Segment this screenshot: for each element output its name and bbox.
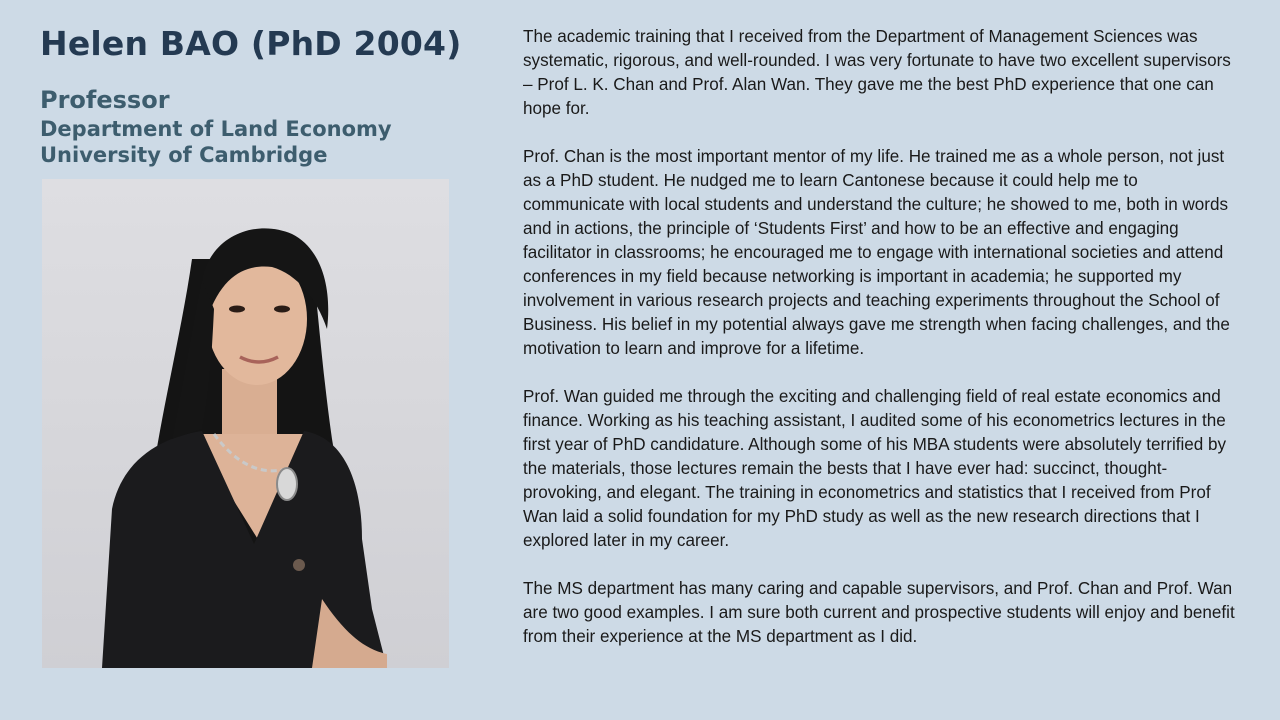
bio-text [523, 25, 1243, 649]
portrait-illustration [42, 179, 449, 668]
profile-name: Helen BAO (PhD 2004) [40, 24, 462, 63]
bio-paragraph: The MS department has many caring and capable supervisors, and Prof. Chan and Prof. Wan are two good examples. I am sure both current and prospective students will enjoy and benefit from their experience at the MS department as I did. [523, 579, 1235, 646]
bio-paragraph: Prof. Wan guided me through the exciting and challenging field of real estate economics and finance. Working as his teaching assistant, I audited some of his econometrics lectures in the first year of PhD candidature. Although some of his MBA students were absolutely terrified by the materials, those lectures remain the bests that I have ever had: succinct, thought-provoking, and elegant. The training in econometrics and statistics that I received from Prof Wan laid a solid foundation for my PhD study as well as the new research directions that I explored later in my career. [523, 387, 1227, 550]
profile-department: Department of Land Economy [40, 117, 392, 141]
bio-paragraph: The academic training that I received from the Department of Management Sciences was systematic, rigorous, and well-rounded. I was very fortunate to have two excellent supervisors – Prof L. K. Chan and Prof. Alan Wan. They gave me the best PhD experience that one can hope for. [523, 27, 1231, 118]
portrait-photo [42, 179, 449, 668]
profile-university: University of Cambridge [40, 143, 328, 167]
profile-title: Professor [40, 86, 170, 114]
bio-paragraph: Prof. Chan is the most important mentor of my life. He trained me as a whole person, not just as a PhD student. He nudged me to learn Cantonese because it could help me to communicate with local students and understand the culture; he showed to me, both in words and in actions, the principle of ‘Students First’ and how to be an effective and engaging facilitator in classrooms; he encouraged me to engage with international societies and attend conferences in my field because networking is important in academia; he supported my involvement in various research projects and teaching experiments throughout the School of Business. His belief in my potential always gave me strength when facing challenges, and the motivation to learn and improve for a lifetime. [523, 147, 1230, 358]
